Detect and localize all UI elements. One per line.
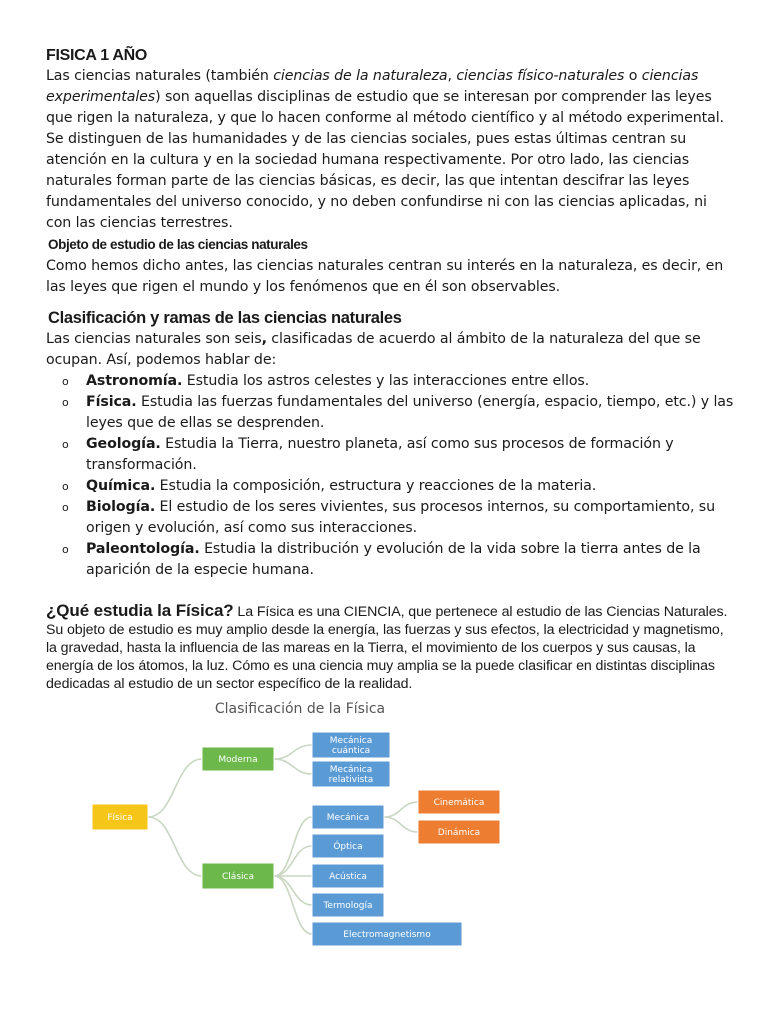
intro-text-2: , xyxy=(447,68,457,84)
list-item-desc: Estudia los astros celestes y las interacciones entre ellos. xyxy=(182,373,590,389)
clasificacion-heading: Clasificación y ramas de las ciencias naturales xyxy=(48,309,402,327)
list-item-term: Física. xyxy=(86,394,137,410)
diagram-title: Clasificación de la Física xyxy=(214,701,386,717)
list-item-term: Biología. xyxy=(86,499,156,515)
intro-emphasis-2: ciencias físico-naturales xyxy=(456,68,625,84)
clasificacion-intro-comma: , xyxy=(261,331,267,347)
connector-line xyxy=(148,759,202,817)
list-item xyxy=(60,476,740,497)
intro-text-1: Las ciencias naturales (también xyxy=(46,68,274,84)
node-moderna-child-label: cuántica xyxy=(331,746,371,756)
node-mecanica-child-label: Cinemática xyxy=(433,798,485,808)
node-clasica-child-label: Mecánica xyxy=(326,813,370,823)
connector-line xyxy=(148,817,202,876)
intro-text-3: o xyxy=(624,68,642,84)
list-item xyxy=(60,392,740,434)
objeto-heading: Objeto de estudio de las ciencias naturales xyxy=(48,237,308,252)
branches-list xyxy=(60,371,740,581)
bullet-marker: o xyxy=(62,501,69,514)
list-item-desc: Estudia la composición, estructura y reacciones de la materia. xyxy=(155,478,597,494)
node-clasica-child-label: Acústica xyxy=(329,872,367,882)
node-moderna-label: Moderna xyxy=(218,755,258,765)
intro-emphasis-3: ciencias experimentales xyxy=(46,68,699,105)
list-item xyxy=(60,371,740,392)
node-fisica-label: Física xyxy=(107,813,133,823)
node-clasica-label: Clásica xyxy=(222,872,254,882)
document-title: FISICA 1 AÑO xyxy=(46,47,148,64)
node-mecanica-child-label: Dinámica xyxy=(437,828,481,838)
list-item xyxy=(60,497,740,539)
intro-text-4: ) son aquellas disciplinas de estudio que se interesan por comprender las leyes que rigen la naturaleza, y que lo hacen conforme al método científico y al método experimental. Se distinguen de las humanidades y de las ciencias sociales, pues estas últimas centran su atención en la cultura y en la sociedad humana respectivamente. Por otro lado, las ciencias naturales forman parte de las ciencias básicas, es decir, las que intentan descifrar las leyes fundamentales del universo conocido, y no deben confundirse ni con las ciencias aplicadas, ni con las ciencias terrestres. xyxy=(46,89,724,231)
bullet-marker: o xyxy=(62,543,69,556)
clasificacion-intro xyxy=(46,329,736,371)
connector-line xyxy=(274,745,312,759)
node-moderna-child-label: Mecánica xyxy=(329,765,373,775)
connector-line xyxy=(384,817,418,832)
clasificacion-intro-b: clasificadas de acuerdo al ámbito de la naturaleza del que se ocupan. Así, podemos hablar de: xyxy=(46,331,701,368)
bullet-marker: o xyxy=(62,396,69,409)
physics-classification-diagram xyxy=(80,694,500,964)
connector-line xyxy=(384,802,418,817)
objeto-paragraph: Como hemos dicho antes, las ciencias naturales centran su interés en la naturaleza, es decir, en las leyes que rigen el mundo y los fenómenos que en él son observables. xyxy=(46,258,724,295)
bullet-marker: o xyxy=(62,438,69,451)
bullet-marker: o xyxy=(62,375,69,388)
intro-emphasis-1: ciencias de la naturaleza xyxy=(273,68,448,84)
que-estudia-paragraph xyxy=(46,602,736,693)
list-item-term: Geología. xyxy=(86,436,161,452)
list-item-desc: Estudia la distribución y evolución de la vida sobre la tierra antes de la aparición de la especie humana. xyxy=(86,541,701,578)
connector-line xyxy=(274,759,312,774)
intro-paragraph xyxy=(46,66,736,234)
bullet-marker: o xyxy=(62,480,69,493)
connector-line xyxy=(274,876,312,934)
list-item xyxy=(60,434,740,476)
node-moderna-child-label: Mecánica xyxy=(329,736,373,746)
list-item xyxy=(60,539,740,581)
list-item-desc: Estudia las fuerzas fundamentales del universo (energía, espacio, tiempo, etc.) y las leyes que de ellas se desprenden. xyxy=(86,394,734,431)
node-clasica-child-label: Óptica xyxy=(333,842,363,852)
que-estudia-text: La Física es una CIENCIA, que pertenece al estudio de las Ciencias Naturales. Su objeto de estudio es muy amplio desde la energía, las fuerzas y sus efectos, la electricidad y magnetismo, la gravedad, hasta la influencia de las mareas en la Tierra, el movimiento de los cuerpos y sus causas, la energía de los átomos, la luz. Cómo es una ciencia muy amplia se la puede clasificar en distintas disciplinas dedicadas al estudio de un sector específico de la realidad. xyxy=(46,604,728,692)
node-clasica-child-label: Electromagnetismo xyxy=(343,930,431,940)
clasificacion-intro-a: Las ciencias naturales son seis xyxy=(46,331,262,347)
list-item-desc: El estudio de los seres vivientes, sus procesos internos, su comportamiento, su origen y evolución, así como sus interacciones. xyxy=(86,499,715,536)
list-item-desc: Estudia la Tierra, nuestro planeta, así como sus procesos de formación y transformación. xyxy=(86,436,674,473)
list-item-term: Química. xyxy=(86,478,156,494)
node-clasica-child-label: Termología xyxy=(323,901,373,911)
node-moderna-child-label: relativista xyxy=(328,775,374,785)
connector-line xyxy=(274,846,312,876)
connector-line xyxy=(274,876,312,905)
list-item-term: Astronomía. xyxy=(86,373,183,389)
list-item-term: Paleontología. xyxy=(86,541,200,557)
que-estudia-heading: ¿Qué estudia la Física? xyxy=(46,601,234,620)
